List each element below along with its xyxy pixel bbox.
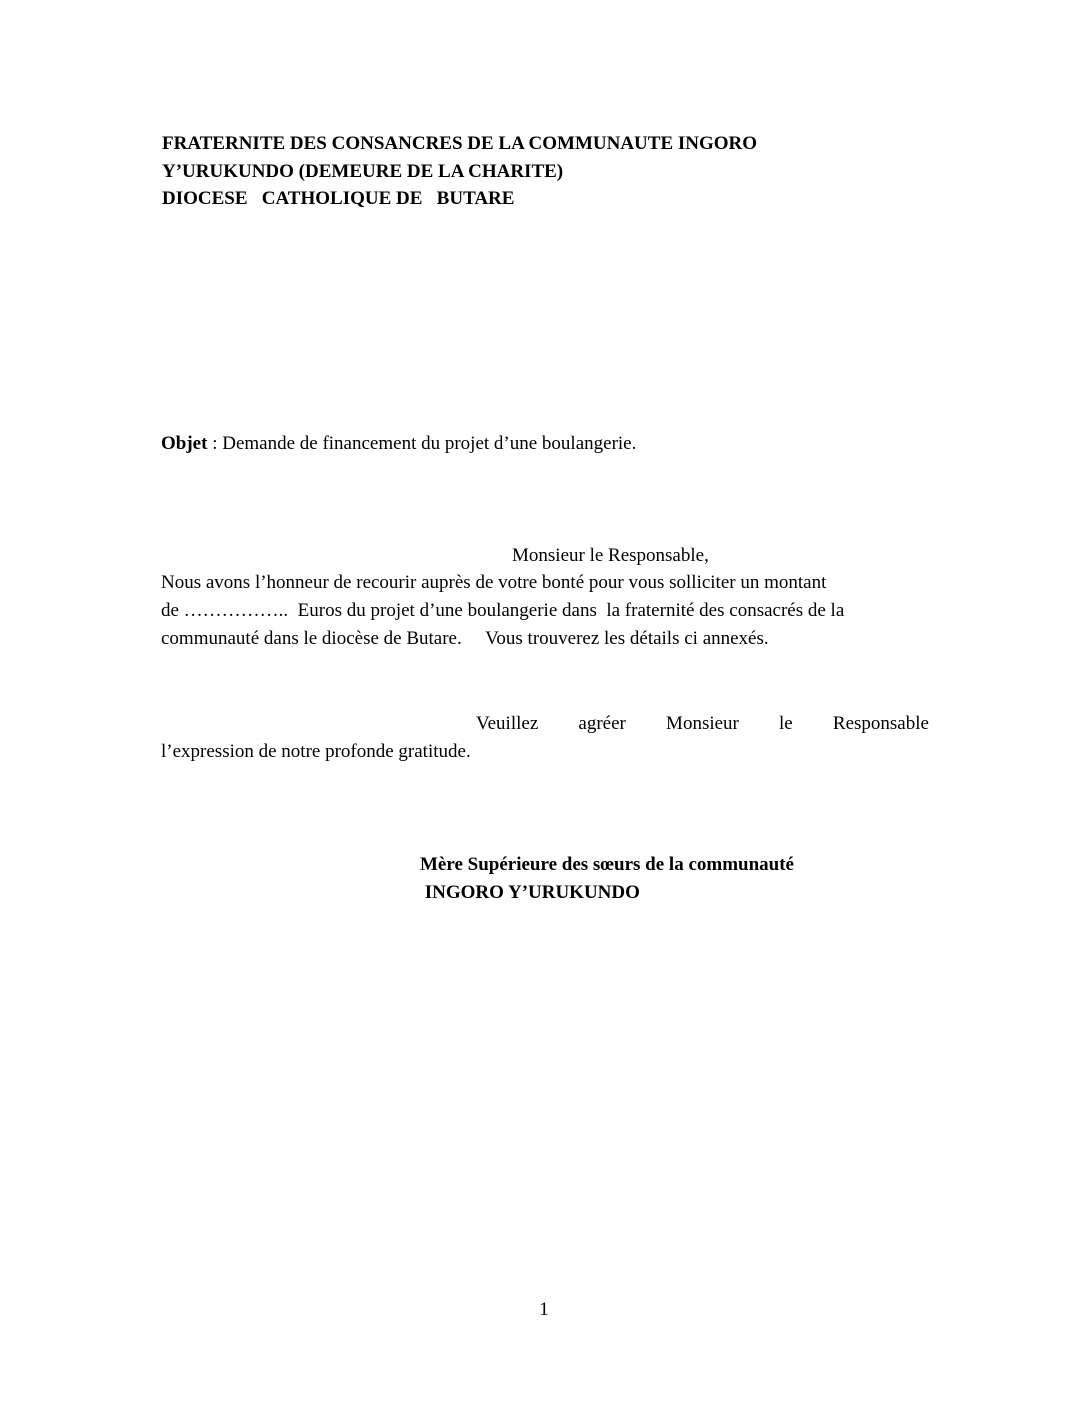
header-line-organization: FRATERNITE DES CONSANCRES DE LA COMMUNAUTE INGORO	[162, 133, 758, 154]
closing-word: Monsieur	[666, 713, 739, 734]
closing-word: agréer	[578, 713, 626, 734]
header-line-diocese: DIOCESE CATHOLIQUE DE BUTARE	[162, 188, 515, 209]
signature-title: Mère Supérieure des sœurs de la communauté	[420, 854, 794, 875]
closing-line-2: l’expression de notre profonde gratitude.	[161, 741, 471, 762]
salutation: Monsieur le Responsable,	[512, 545, 709, 566]
body-line-2: de …………….. Euros du projet d’une boulangerie dans la fraternité des consacrés de la	[161, 600, 845, 621]
body-line-1: Nous avons l’honneur de recourir auprès de votre bonté pour vous solliciter un montant	[161, 572, 827, 593]
closing-word: Responsable	[832, 713, 929, 734]
letter-header	[162, 130, 882, 213]
letter-subject	[161, 430, 636, 457]
closing-formula	[161, 710, 929, 766]
closing-word: Veuillez	[476, 713, 539, 734]
subject-label: Objet	[161, 433, 208, 454]
body-line-3: communauté dans le diocèse de Butare. Vous trouverez les détails ci annexés.	[161, 628, 769, 649]
header-line-community: Y’URUKUNDO (DEMEURE DE LA CHARITE)	[162, 160, 564, 182]
subject-text: : Demande de financement du projet d’une boulangerie.	[207, 433, 637, 454]
signature-community: INGORO Y’URUKUNDO	[420, 882, 640, 903]
signature-block	[420, 851, 794, 907]
closing-line-1	[161, 710, 929, 738]
closing-word: le	[779, 713, 793, 734]
page-number: 1	[539, 1299, 549, 1320]
body-paragraph	[161, 569, 931, 653]
